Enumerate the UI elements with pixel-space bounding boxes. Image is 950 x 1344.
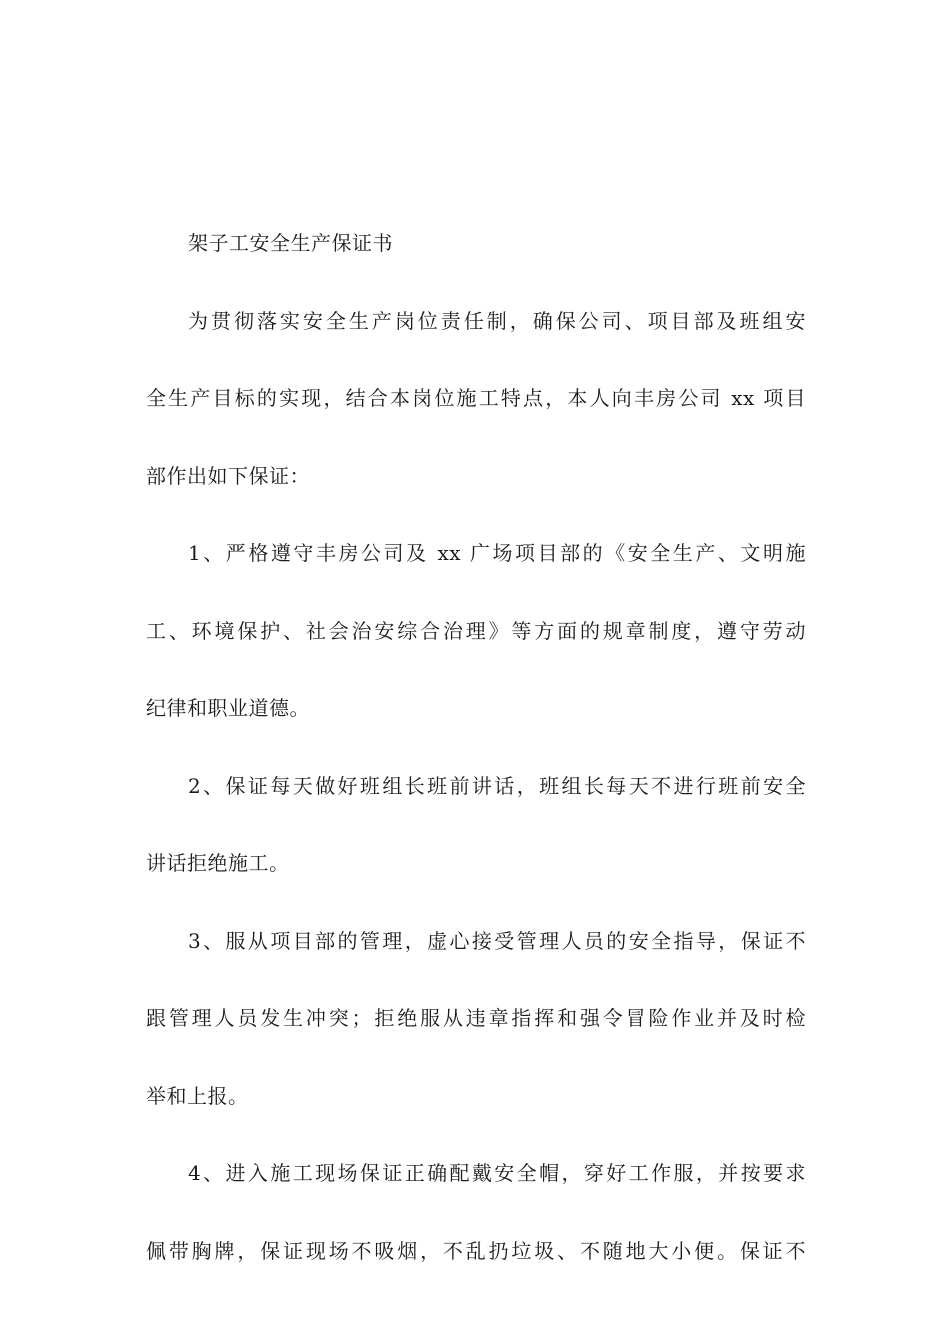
document-body <box>146 205 806 1290</box>
paragraph-line: 工、环境保护、社会治安综合治理》等方面的规章制度，遵守劳动 <box>146 618 806 643</box>
paragraph-line: 举和上报。 <box>146 1083 249 1108</box>
paragraph-line: 部作出如下保证： <box>146 463 310 488</box>
document-title: 架子工安全生产保证书 <box>188 231 393 255</box>
paragraph-line: 3、服从项目部的管理，虚心接受管理人员的安全指导，保证不 <box>188 928 806 953</box>
paragraph-line: 跟管理人员发生冲突；拒绝服从违章指挥和强令冒险作业并及时检 <box>146 1006 806 1030</box>
paragraph-line: 为贯彻落实安全生产岗位责任制，确保公司、项目部及班组安 <box>188 308 806 333</box>
paragraph-line: 纪律和职业道德。 <box>146 696 310 720</box>
paragraph-line: 佩带胸牌，保证现场不吸烟，不乱扔垃圾、不随地大小便。保证不 <box>146 1238 806 1263</box>
paragraph-line: 讲话拒绝施工。 <box>146 851 290 875</box>
paragraph-line: 2、保证每天做好班组长班前讲话，班组长每天不进行班前安全 <box>188 773 806 798</box>
paragraph-line: 4、进入施工现场保证正确配戴安全帽，穿好工作服，并按要求 <box>188 1161 806 1185</box>
paragraph-line: 全生产目标的实现，结合本岗位施工特点，本人向丰房公司 xx 项目 <box>146 386 806 410</box>
paragraph-line: 1、严格遵守丰房公司及 xx 广场项目部的《安全生产、文明施 <box>188 541 806 565</box>
